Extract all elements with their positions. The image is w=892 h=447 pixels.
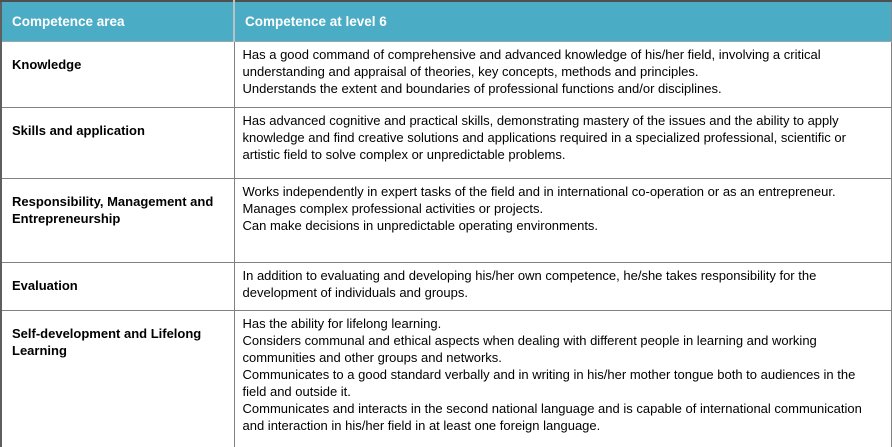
header-row <box>1 1 892 41</box>
description-paragraph: Considers communal and ethical aspects when dealing with different people in learning and working communities and other groups and networks. <box>242 332 817 365</box>
description-paragraph: Has advanced cognitive and practical skills, demonstrating mastery of the issues and the ability to apply knowledge and find creative solutions and applications required in a specialized professional, scientific or artistic field to solve complex or unpredictable problems. <box>242 112 846 162</box>
table-row <box>1 262 892 310</box>
competence-area-label: Knowledge <box>12 56 82 72</box>
competence-area-label: Skills and application <box>12 122 145 138</box>
description-paragraph: Communicates and interacts in the second national language and is capable of international communication and interaction in his/her field in at least one foreign language. <box>242 400 862 433</box>
competence-area-label: Self-development and Lifelong Learning <box>12 325 202 358</box>
description-paragraph: Manages complex professional activities or projects. <box>242 200 544 216</box>
description-paragraph: Can make decisions in unpredictable operating environments. <box>242 217 599 233</box>
table-row <box>1 107 892 178</box>
description-paragraph: Has a good command of comprehensive and advanced knowledge of his/her field, involving a critical understanding and appraisal of theories, key concepts, methods and principles. <box>242 46 821 79</box>
table-row <box>1 178 892 262</box>
competence-area-cell <box>1 310 234 447</box>
table-header <box>1 1 892 41</box>
description-paragraph: Understands the extent and boundaries of professional functions and/or disciplines. <box>242 80 722 96</box>
competence-area-cell <box>1 262 234 310</box>
competence-description-cell <box>234 262 892 310</box>
column-header-competence-area: Competence area <box>1 1 234 41</box>
table-row <box>1 310 892 447</box>
competence-area-label: Evaluation <box>12 277 78 293</box>
column-header-competence-level-6: Competence at level 6 <box>234 1 892 41</box>
competence-area-label: Responsibility, Management and Entrepreneurship <box>12 193 214 226</box>
table-body <box>1 41 892 447</box>
competence-description-cell <box>234 107 892 178</box>
competence-area-cell <box>1 178 234 262</box>
competence-area-cell <box>1 107 234 178</box>
competence-description-cell <box>234 41 892 107</box>
description-paragraph: Communicates to a good standard verbally and in writing in his/her mother tongue both to audiences in the field and outside it. <box>242 366 856 399</box>
description-paragraph: Works independently in expert tasks of the field and in international co-operation or as an entrepreneur. <box>242 183 836 199</box>
competence-description-cell <box>234 178 892 262</box>
description-paragraph: Has the ability for lifelong learning. <box>242 315 442 331</box>
table-row <box>1 41 892 107</box>
description-paragraph: In addition to evaluating and developing his/her own competence, he/she takes responsibility for the development of individuals and groups. <box>242 267 817 300</box>
competence-description-cell <box>234 310 892 447</box>
competence-area-cell <box>1 41 234 107</box>
